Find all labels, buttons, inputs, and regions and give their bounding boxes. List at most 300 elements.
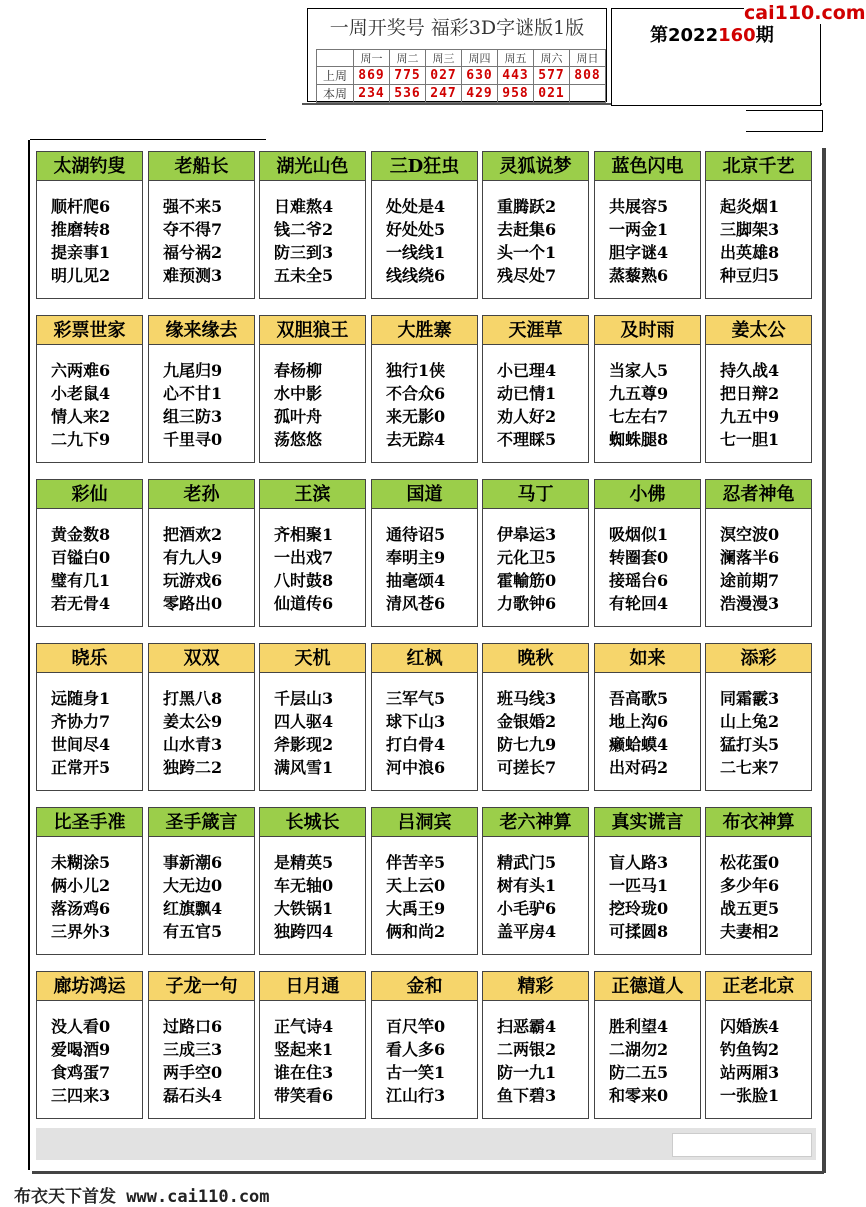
riddle-lines xyxy=(149,345,254,451)
riddle-line: 当家人5 xyxy=(609,361,669,380)
riddle-lines xyxy=(706,345,811,451)
riddle-line: 球下山3 xyxy=(386,712,446,731)
riddle-line: 一张脸1 xyxy=(720,1086,780,1105)
riddle-line: 没人看0 xyxy=(51,1017,111,1036)
riddle-line: 钓鱼钩2 xyxy=(720,1040,780,1059)
frame-shadow-bottom xyxy=(32,1171,824,1174)
riddle-author: 忍者神龟 xyxy=(706,480,811,509)
day-label: 周二 xyxy=(390,50,426,67)
riddle-line: 七一胆1 xyxy=(720,430,780,449)
riddle-line: 车无轴0 xyxy=(274,876,334,895)
riddle-line: 盖平房4 xyxy=(497,922,557,941)
riddle-card xyxy=(705,151,812,299)
riddle-lines xyxy=(37,837,142,943)
riddle-line: 打白骨4 xyxy=(386,735,446,754)
riddle-line: 难预测3 xyxy=(163,266,223,285)
riddle-card xyxy=(371,971,478,1119)
riddle-lines xyxy=(149,1001,254,1107)
riddle-line: 霍輸筋0 xyxy=(497,571,557,590)
riddle-lines xyxy=(372,345,477,451)
riddle-line: 溟空波0 xyxy=(720,525,780,544)
riddle-line: 竖起来1 xyxy=(274,1040,334,1059)
riddle-line: 璧有几1 xyxy=(51,571,111,590)
riddle-card xyxy=(482,315,589,463)
riddle-author: 老船长 xyxy=(149,152,254,181)
riddle-line: 是精英5 xyxy=(274,853,334,872)
riddle-lines xyxy=(260,509,365,615)
grid-row xyxy=(36,643,816,791)
draw-number: 021 xyxy=(534,85,570,103)
riddle-author: 子龙一句 xyxy=(149,972,254,1001)
riddle-line: 防三到3 xyxy=(274,243,334,262)
riddle-card xyxy=(36,151,143,299)
riddle-line: 河中浪6 xyxy=(386,758,446,777)
draw-number: 958 xyxy=(498,85,534,103)
draw-number: 247 xyxy=(426,85,462,103)
riddle-line: 水中影 xyxy=(274,384,323,403)
riddle-card xyxy=(594,807,701,955)
riddle-line: 有九人9 xyxy=(163,548,223,567)
riddle-author: 马丁 xyxy=(483,480,588,509)
grid-row xyxy=(36,151,816,299)
riddle-line: 小老鼠4 xyxy=(51,384,111,403)
riddle-line: 独跨四4 xyxy=(274,922,334,941)
riddle-lines xyxy=(372,837,477,943)
riddle-card xyxy=(705,643,812,791)
riddle-lines xyxy=(372,509,477,615)
riddle-line: 好处处5 xyxy=(386,220,446,239)
draw-number xyxy=(570,85,606,103)
riddle-author: 正德道人 xyxy=(595,972,700,1001)
draw-number: 027 xyxy=(426,67,462,85)
riddle-line: 持久战4 xyxy=(720,361,780,380)
riddle-author: 国道 xyxy=(372,480,477,509)
riddle-line: 来无影0 xyxy=(386,407,446,426)
riddle-lines xyxy=(37,509,142,615)
riddle-line: 澜落半6 xyxy=(720,548,780,567)
riddle-card xyxy=(259,971,366,1119)
riddle-line: 一匹马1 xyxy=(609,876,669,895)
riddle-line: 猛打头5 xyxy=(720,735,780,754)
riddle-line: 吾高歌5 xyxy=(609,689,669,708)
riddle-line: 浩漫漫3 xyxy=(720,594,780,613)
riddle-line: 三脚架3 xyxy=(720,220,780,239)
riddle-line: 玩游戏6 xyxy=(163,571,223,590)
riddle-line: 和零来0 xyxy=(609,1086,669,1105)
issue-prefix: 第2022 xyxy=(650,25,719,46)
riddle-card xyxy=(148,151,255,299)
riddle-line: 俩小儿2 xyxy=(51,876,111,895)
riddle-card xyxy=(36,643,143,791)
grid-row xyxy=(36,971,816,1119)
riddle-line: 奉明主9 xyxy=(386,548,446,567)
riddle-line: 顺杆爬6 xyxy=(51,197,111,216)
riddle-lines xyxy=(706,181,811,287)
riddle-author: 王滨 xyxy=(260,480,365,509)
riddle-line: 五未全5 xyxy=(274,266,334,285)
riddle-line: 正常开5 xyxy=(51,758,111,777)
weekly-results-table xyxy=(316,49,606,103)
riddle-line: 食鸡蛋7 xyxy=(51,1063,111,1082)
bottom-box xyxy=(672,1133,812,1157)
header-title: 一周开奖号 福彩3D字谜版1版 xyxy=(329,17,585,39)
this-week-label: 本周 xyxy=(317,85,354,103)
riddle-card xyxy=(594,971,701,1119)
riddle-line: 世间尽4 xyxy=(51,735,111,754)
riddle-line: 情人来2 xyxy=(51,407,111,426)
day-label: 周六 xyxy=(534,50,570,67)
riddle-lines xyxy=(37,181,142,287)
riddle-author: 老六神算 xyxy=(483,808,588,837)
draw-number: 429 xyxy=(462,85,498,103)
draw-number: 443 xyxy=(498,67,534,85)
riddle-author: 布衣神算 xyxy=(706,808,811,837)
riddle-lines xyxy=(372,1001,477,1107)
riddle-lines xyxy=(595,509,700,615)
riddle-line: 站两厢3 xyxy=(720,1063,780,1082)
riddle-line: 独行1侠 xyxy=(386,361,446,380)
riddle-line: 夫妻相2 xyxy=(720,922,780,941)
draw-number: 234 xyxy=(354,85,390,103)
riddle-line: 清风苍6 xyxy=(386,594,446,613)
riddle-card xyxy=(705,479,812,627)
riddle-line: 千层山3 xyxy=(274,689,334,708)
riddle-line: 二七来7 xyxy=(720,758,780,777)
grid-row xyxy=(36,315,816,463)
riddle-line: 两手空0 xyxy=(163,1063,223,1082)
riddle-author: 蓝色闪电 xyxy=(595,152,700,181)
draw-number: 775 xyxy=(390,67,426,85)
riddle-card xyxy=(482,643,589,791)
riddle-line: 七左右7 xyxy=(609,407,669,426)
riddle-line: 小毛驴6 xyxy=(497,899,557,918)
riddle-line: 二九下9 xyxy=(51,430,111,449)
riddle-lines xyxy=(372,673,477,779)
riddle-card xyxy=(482,479,589,627)
riddle-line: 打黑八8 xyxy=(163,689,223,708)
riddle-line: 三四来3 xyxy=(51,1086,111,1105)
draw-number: 536 xyxy=(390,85,426,103)
draw-number: 577 xyxy=(534,67,570,85)
issue-suffix: 期 xyxy=(755,25,774,46)
riddle-line: 地上沟6 xyxy=(609,712,669,731)
riddle-author: 太湖钓叟 xyxy=(37,152,142,181)
draw-number: 630 xyxy=(462,67,498,85)
riddle-lines xyxy=(706,837,811,943)
riddle-line: 有轮回4 xyxy=(609,594,669,613)
riddle-line: 劝人好2 xyxy=(497,407,557,426)
riddle-line: 二两银2 xyxy=(497,1040,557,1059)
riddle-line: 重腾跃2 xyxy=(497,197,557,216)
riddle-line: 大无边0 xyxy=(163,876,223,895)
riddle-line: 春杨柳 xyxy=(274,361,323,380)
riddle-author: 缘来缘去 xyxy=(149,316,254,345)
riddle-line: 头一个1 xyxy=(497,243,557,262)
riddle-line: 组三防3 xyxy=(163,407,223,426)
riddle-card xyxy=(36,971,143,1119)
riddle-line: 红旗飘4 xyxy=(163,899,223,918)
riddle-card xyxy=(259,479,366,627)
riddle-lines xyxy=(706,673,811,779)
riddle-line: 闪婚族4 xyxy=(720,1017,780,1036)
riddle-card xyxy=(148,971,255,1119)
riddle-author: 北京千艺 xyxy=(706,152,811,181)
riddle-line: 明儿见2 xyxy=(51,266,111,285)
riddle-line: 不理睬5 xyxy=(497,430,557,449)
riddle-line: 战五更5 xyxy=(720,899,780,918)
riddle-author: 添彩 xyxy=(706,644,811,673)
riddle-line: 四人驱4 xyxy=(274,712,334,731)
riddle-line: 心不甘1 xyxy=(163,384,223,403)
site-logo[interactable]: cai110.com xyxy=(744,2,866,24)
riddle-lines xyxy=(483,181,588,287)
frame-shadow-right xyxy=(822,148,826,1173)
riddle-line: 把日辩2 xyxy=(720,384,780,403)
riddle-line: 小已理4 xyxy=(497,361,557,380)
riddle-line: 通待诏5 xyxy=(386,525,446,544)
riddle-line: 不合众6 xyxy=(386,384,446,403)
riddle-line: 力歌钟6 xyxy=(497,594,557,613)
riddle-author: 三D狂虫 xyxy=(372,152,477,181)
riddle-line: 看人多6 xyxy=(386,1040,446,1059)
riddle-author: 红枫 xyxy=(372,644,477,673)
riddle-line: 九五尊9 xyxy=(609,384,669,403)
riddle-author: 彩仙 xyxy=(37,480,142,509)
riddle-line: 满风雪1 xyxy=(274,758,334,777)
riddle-lines xyxy=(483,1001,588,1107)
riddle-line: 胜利望4 xyxy=(609,1017,669,1036)
riddle-line: 线线绕6 xyxy=(386,266,446,285)
riddle-author: 日月通 xyxy=(260,972,365,1001)
riddle-line: 大禹王9 xyxy=(386,899,446,918)
riddle-line: 黄金数8 xyxy=(51,525,111,544)
riddle-card xyxy=(371,151,478,299)
day-label: 周三 xyxy=(426,50,462,67)
riddle-lines xyxy=(483,345,588,451)
riddle-author: 老孙 xyxy=(149,480,254,509)
riddle-line: 伊皋运3 xyxy=(497,525,557,544)
riddle-author: 晚秋 xyxy=(483,644,588,673)
draw-number: 808 xyxy=(570,67,606,85)
riddle-author: 圣手箴言 xyxy=(149,808,254,837)
riddle-line: 过路口6 xyxy=(163,1017,223,1036)
this-week-row xyxy=(317,85,606,103)
riddle-line: 防一九1 xyxy=(497,1063,557,1082)
riddle-author: 湖光山色 xyxy=(260,152,365,181)
riddle-line: 蒸藜熟6 xyxy=(609,266,669,285)
riddle-card xyxy=(259,315,366,463)
riddle-author: 双胆狼王 xyxy=(260,316,365,345)
riddle-line: 癞蛤蟆4 xyxy=(609,735,669,754)
riddle-line: 百尺竿0 xyxy=(386,1017,446,1036)
riddle-line: 元化卫5 xyxy=(497,548,557,567)
riddle-author: 天涯草 xyxy=(483,316,588,345)
riddle-line: 古一笑1 xyxy=(386,1063,446,1082)
riddle-line: 斧影现2 xyxy=(274,735,334,754)
issue-number: 160 xyxy=(718,25,756,46)
riddle-line: 出对码2 xyxy=(609,758,669,777)
riddle-line: 种豆归5 xyxy=(720,266,780,285)
day-label: 周一 xyxy=(354,50,390,67)
riddle-author: 长城长 xyxy=(260,808,365,837)
riddle-line: 精武门5 xyxy=(497,853,557,872)
riddle-line: 三军气5 xyxy=(386,689,446,708)
riddle-line: 爱喝酒9 xyxy=(51,1040,111,1059)
day-header-row xyxy=(317,50,606,67)
riddle-line: 同霜霰3 xyxy=(720,689,780,708)
riddle-card xyxy=(148,643,255,791)
riddle-card xyxy=(705,807,812,955)
riddle-line: 途前期7 xyxy=(720,571,780,590)
riddle-card xyxy=(482,151,589,299)
riddle-line: 有五官5 xyxy=(163,922,223,941)
riddle-line: 一出戏7 xyxy=(274,548,334,567)
riddle-card xyxy=(371,643,478,791)
riddle-line: 防二五5 xyxy=(609,1063,669,1082)
riddle-line: 二湖勿2 xyxy=(609,1040,669,1059)
riddle-card xyxy=(36,479,143,627)
riddle-line: 天上云0 xyxy=(386,876,446,895)
riddle-lines xyxy=(706,1001,811,1107)
riddle-lines xyxy=(149,673,254,779)
riddle-author: 天机 xyxy=(260,644,365,673)
riddle-line: 钱二爷2 xyxy=(274,220,334,239)
riddle-lines xyxy=(483,837,588,943)
riddle-author: 及时雨 xyxy=(595,316,700,345)
riddle-line: 俩和尚2 xyxy=(386,922,446,941)
corner-cell xyxy=(317,50,354,67)
riddle-line: 仙道传6 xyxy=(274,594,334,613)
riddle-line: 零路出0 xyxy=(163,594,223,613)
riddle-line: 百镒白0 xyxy=(51,548,111,567)
riddle-card xyxy=(36,315,143,463)
riddle-line: 盲人路3 xyxy=(609,853,669,872)
riddle-author: 正老北京 xyxy=(706,972,811,1001)
riddle-line: 磊石头4 xyxy=(163,1086,223,1105)
riddle-line: 把酒欢2 xyxy=(163,525,223,544)
last-week-label: 上周 xyxy=(317,67,354,85)
riddle-line: 齐协力7 xyxy=(51,712,111,731)
riddle-author: 吕洞宾 xyxy=(372,808,477,837)
day-label: 周四 xyxy=(462,50,498,67)
riddle-line: 福兮祸2 xyxy=(163,243,223,262)
riddle-author: 彩票世家 xyxy=(37,316,142,345)
riddle-line: 千里寻0 xyxy=(163,430,223,449)
riddle-author: 大胜寨 xyxy=(372,316,477,345)
riddle-line: 胆字谜4 xyxy=(609,243,669,262)
riddle-lines xyxy=(372,181,477,287)
riddle-line: 九五中9 xyxy=(720,407,780,426)
riddle-card xyxy=(705,971,812,1119)
riddle-lines xyxy=(595,345,700,451)
riddle-card xyxy=(371,315,478,463)
riddle-line: 八时鼓8 xyxy=(274,571,334,590)
riddle-line: 齐相聚1 xyxy=(274,525,334,544)
riddle-card xyxy=(371,807,478,955)
riddle-card xyxy=(259,643,366,791)
riddle-line: 孤叶舟 xyxy=(274,407,323,426)
riddle-line: 可搓长7 xyxy=(497,758,557,777)
riddle-card xyxy=(482,971,589,1119)
riddle-line: 抽毫颂4 xyxy=(386,571,446,590)
riddle-author: 灵狐说梦 xyxy=(483,152,588,181)
issue-label xyxy=(650,21,774,47)
riddle-card xyxy=(148,479,255,627)
riddle-line: 三成三3 xyxy=(163,1040,223,1059)
riddle-lines xyxy=(706,509,811,615)
riddle-card xyxy=(594,479,701,627)
riddle-line: 蜘蛛腿8 xyxy=(609,430,669,449)
day-label: 周日 xyxy=(570,50,606,67)
riddle-author: 小佛 xyxy=(595,480,700,509)
riddle-line: 去无踪4 xyxy=(386,430,446,449)
riddle-line: 鱼下碧3 xyxy=(497,1086,557,1105)
riddle-line: 起炎烟1 xyxy=(720,197,780,216)
riddle-line: 三界外3 xyxy=(51,922,111,941)
riddle-card xyxy=(705,315,812,463)
last-week-row xyxy=(317,67,606,85)
riddle-card xyxy=(36,807,143,955)
riddle-card xyxy=(148,315,255,463)
riddle-line: 姜太公9 xyxy=(163,712,223,731)
riddle-lines xyxy=(260,673,365,779)
riddle-line: 夺不得7 xyxy=(163,220,223,239)
riddle-line: 出英雄8 xyxy=(720,243,780,262)
riddle-line: 谁在住3 xyxy=(274,1063,334,1082)
riddle-line: 接瑶台6 xyxy=(609,571,669,590)
riddle-author: 真实谎言 xyxy=(595,808,700,837)
footer-credit: 布衣天下首发 www.cai110.com xyxy=(14,1187,270,1207)
riddle-line: 处处是4 xyxy=(386,197,446,216)
riddle-lines xyxy=(37,673,142,779)
frame-corner xyxy=(746,110,823,132)
riddle-line: 去赶集6 xyxy=(497,220,557,239)
riddle-author: 双双 xyxy=(149,644,254,673)
riddle-lines xyxy=(595,181,700,287)
riddle-line: 共展容5 xyxy=(609,197,669,216)
riddle-lines xyxy=(595,1001,700,1107)
riddle-author: 如来 xyxy=(595,644,700,673)
riddle-lines xyxy=(260,1001,365,1107)
riddle-lines xyxy=(149,837,254,943)
riddle-line: 落汤鸡6 xyxy=(51,899,111,918)
riddle-author: 比圣手准 xyxy=(37,808,142,837)
riddle-line: 多少年6 xyxy=(720,876,780,895)
riddle-line: 独跨二2 xyxy=(163,758,223,777)
riddle-line: 正气诗4 xyxy=(274,1017,334,1036)
riddle-lines xyxy=(595,673,700,779)
riddle-author: 廊坊鸿运 xyxy=(37,972,142,1001)
riddle-line: 山上兔2 xyxy=(720,712,780,731)
riddle-line: 荡悠悠 xyxy=(274,430,323,449)
riddle-author: 金和 xyxy=(372,972,477,1001)
riddle-card xyxy=(482,807,589,955)
riddle-line: 动已情1 xyxy=(497,384,557,403)
riddle-author: 晓乐 xyxy=(37,644,142,673)
riddle-lines xyxy=(149,509,254,615)
riddle-line: 推磨转8 xyxy=(51,220,111,239)
riddle-line: 未糊涂5 xyxy=(51,853,111,872)
riddle-line: 强不来5 xyxy=(163,197,223,216)
riddle-lines xyxy=(37,1001,142,1107)
riddle-line: 事新潮6 xyxy=(163,853,223,872)
riddle-line: 挖玲珑0 xyxy=(609,899,669,918)
grid-row xyxy=(36,479,816,627)
riddle-line: 树有头1 xyxy=(497,876,557,895)
riddle-card xyxy=(371,479,478,627)
riddle-line: 提亲事1 xyxy=(51,243,111,262)
riddle-card xyxy=(148,807,255,955)
